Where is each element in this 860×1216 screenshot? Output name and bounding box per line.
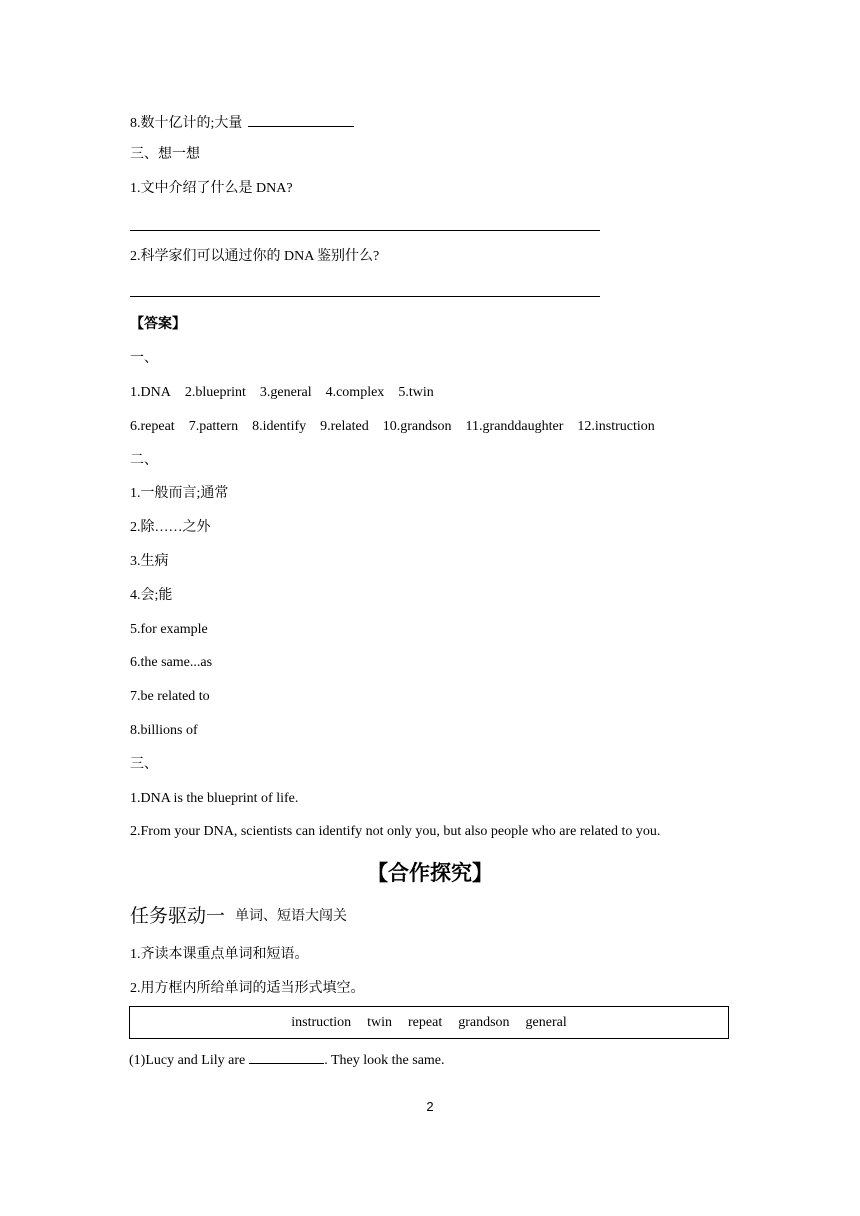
answer-item: 3.general <box>259 385 312 400</box>
explore-item-1: 1.齐读本课重点单词和短语。 <box>130 947 309 962</box>
think-question-1: 1.文中介绍了什么是 DNA? <box>130 181 293 196</box>
question-8-label: 8.数十亿计的;大量 <box>130 116 243 131</box>
task-subtitle: 单词、短语大闯关 <box>235 909 348 924</box>
word-box <box>129 1006 729 1039</box>
answers-title: 【答案】 <box>130 317 186 332</box>
answers-section-2-title: 二、 <box>130 453 158 468</box>
exercise-1-end: . They look the same. <box>324 1053 445 1068</box>
answer-line-1 <box>130 230 600 231</box>
task-header <box>130 905 347 928</box>
explore-heading: 【合作探究】 <box>367 861 493 885</box>
answers-section-3-title: 三、 <box>130 757 158 772</box>
answer-item: 7.pattern <box>188 419 239 434</box>
word-box-word: instruction <box>291 1014 352 1030</box>
question-8 <box>130 113 354 133</box>
word-box-word: grandson <box>458 1014 510 1030</box>
answers-section-2-item: 1.一般而言;通常 <box>130 486 229 501</box>
answers-section-2-item: 3.生病 <box>130 554 169 569</box>
answers-section-1-row-1 <box>130 384 434 402</box>
answer-item: 12.instruction <box>577 419 655 434</box>
answers-section-2-item: 5.for example <box>130 622 208 637</box>
exercise-1 <box>129 1050 445 1070</box>
answers-section-3-item: 2.From your DNA, scientists can identify not only you, but also people who are related to you. <box>130 824 661 839</box>
answers-section-2-item: 2.除……之外 <box>130 520 211 535</box>
answer-item: 6.repeat <box>130 419 175 434</box>
answer-blank <box>248 113 354 127</box>
answers-section-1-title: 一、 <box>130 351 158 366</box>
answer-blank <box>249 1050 324 1064</box>
answers-section-2-item: 8.billions of <box>130 723 198 738</box>
word-box-word: repeat <box>408 1014 443 1030</box>
section-3-title: 三、想一想 <box>130 147 200 162</box>
answer-item: 8.identify <box>252 419 307 434</box>
task-title: 任务驱动一 <box>130 905 226 927</box>
answer-item: 4.complex <box>325 385 385 400</box>
answer-item: 9.related <box>320 419 369 434</box>
page-number: 2 <box>426 1099 434 1114</box>
answers-section-1-row-2 <box>130 418 655 436</box>
answer-item: 1.DNA <box>130 385 171 400</box>
answer-item: 2.blueprint <box>184 385 246 400</box>
answer-line-2 <box>130 296 600 297</box>
word-box-word: general <box>525 1014 567 1030</box>
answer-item: 10.grandson <box>382 419 452 434</box>
answers-section-2-item: 4.会;能 <box>130 588 173 603</box>
answers-section-2-item: 6.the same...as <box>130 655 213 670</box>
answers-section-2-item: 7.be related to <box>130 689 210 704</box>
word-box-word: twin <box>367 1014 393 1030</box>
think-question-2: 2.科学家们可以通过你的 DNA 鉴别什么? <box>130 249 380 264</box>
answers-section-3-item: 1.DNA is the blueprint of life. <box>130 791 299 806</box>
answer-item: 11.granddaughter <box>465 419 564 434</box>
exercise-1-start: (1)Lucy and Lily are <box>129 1053 246 1068</box>
answer-item: 5.twin <box>398 385 434 400</box>
explore-item-2: 2.用方框内所给单词的适当形式填空。 <box>130 981 365 996</box>
